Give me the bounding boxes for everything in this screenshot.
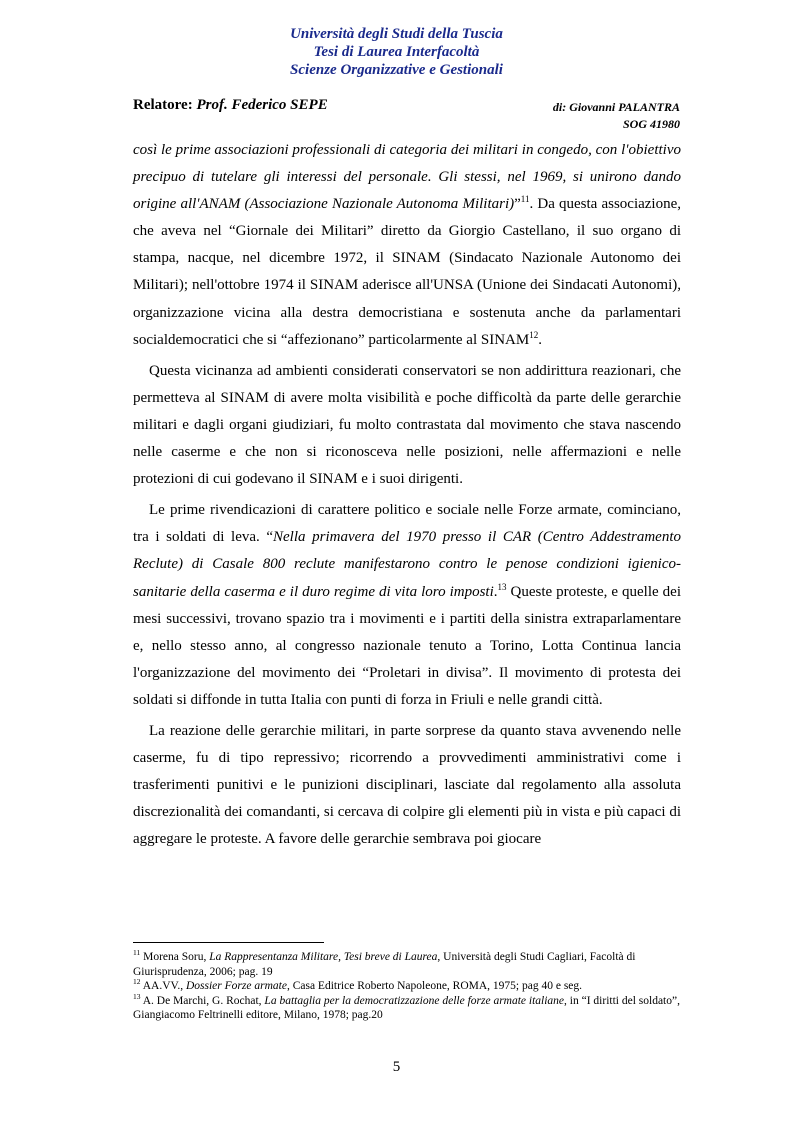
footnote-13 xyxy=(133,991,681,1023)
quote-close: ” xyxy=(514,196,521,213)
footnote-ref-12: 12 xyxy=(529,329,539,340)
footnotes xyxy=(133,950,681,1023)
header-thesis: Tesi di Laurea Interfacoltà xyxy=(313,44,480,60)
author-name: di: Giovanni PALANTRA xyxy=(552,100,680,114)
paragraph-1-end: . xyxy=(538,331,542,348)
supervisor-name: Prof. Federico SEPE xyxy=(196,97,328,113)
footnote-number: 12 xyxy=(133,977,141,987)
quote-car: Nella primavera del 1970 presso il CAR (Centro Addestramento Reclute) di Casale 800 reclute manifestarono contro le penose condizioni igienico-sanitarie della caserma e il duro regime di vita loro imposti xyxy=(133,529,682,600)
footnote-11 xyxy=(133,950,681,979)
footnote-text: , Casa Editrice Roberto Napoleone, ROMA, 1975; pag 40 e seg. xyxy=(286,980,583,992)
footnote-12 xyxy=(133,979,681,994)
footnote-number: 13 xyxy=(133,991,141,1001)
student-code: SOG 41980 xyxy=(622,117,680,131)
supervisor-label: Relatore: xyxy=(133,97,193,113)
page-number: 5 xyxy=(392,1059,401,1075)
paragraph-1-text: . Da questa associazione, che aveva nel “Giornale dei Militari” diretto da Giorgio Castellano, il suo organo di stampa, nacque, nel dicembre 1972, il SINAM (Sindacato Nazionale Autonomo dei Militari); nell'ottobre 1974 il SINAM aderisce all'UNSA (Unione dei Sindacati Autonomi), organizzazione vicina alla destra democristiana e sostenuta anche da parlamentari socialdemocratici che si “affezionano” particolarmente al SINAM xyxy=(133,196,681,348)
paragraph-4: La reazione delle gerarchie militari, in parte sorprese da quanto stava avvenendo nelle caserme, fu di tipo repressivo; ricorrendo a provvedimenti amministrativi come i trasferimenti punitivi e le punizioni disciplinari, lasciate dal regolamento alla assoluta discrezionalità dei comandanti, si cercava di colpire gli elementi più in vista e più capaci di aggregare le proteste. A favore delle gerarchie sembrava poi giocare xyxy=(133,722,681,848)
footnote-text: Morena Soru, xyxy=(140,951,210,963)
footnote-separator xyxy=(133,942,324,943)
footnote-text: , in “I diritti del soldato”, Giangiacomo Feltrinelli editore, Milano, 1978; pag.20 xyxy=(133,994,680,1021)
paragraph-3 xyxy=(133,497,681,714)
header-course: Scienze Organizzative e Gestionali xyxy=(290,62,503,78)
paragraph-3-text: Queste proteste, e quelle dei mesi successivi, trovano spazio tra i movimenti e i partiti della sinistra extraparlamentare e, nello stesso anno, al congresso nazionale tenuto a Torino, Lotta Continua lancia l'organizzazione del movimento dei “Proletari in divisa”. Il movimento di protesta dei soldati si diffonde in tutta Italia con punti di forza in Friuli e nelle grandi città. xyxy=(133,583,681,708)
footnote-ref-13: 13 xyxy=(497,581,507,592)
page-body xyxy=(133,137,681,853)
quote-anam: così le prime associazioni professionali di categoria dei militari in congedo, con l'obiettivo precipuo di tutelare gli interessi del personale. Gli stessi, nel 1969, si unirono dando origine all'ANAM (Associazione Nazionale Autonoma Militari) xyxy=(133,142,681,213)
header-university: Università degli Studi della Tuscia xyxy=(290,26,503,42)
paragraph-1 xyxy=(133,137,681,354)
footnote-text: , Università degli Studi Cagliari, Facoltà di Giurisprudenza, 2006; pag. 19 xyxy=(133,951,636,978)
quote-car-end: . xyxy=(493,583,498,600)
footnote-ref-11: 11 xyxy=(520,194,530,205)
footnote-title: La Rappresentanza Militare, Tesi breve di Laurea xyxy=(209,951,438,963)
author-block xyxy=(520,99,680,133)
footnote-number: 11 xyxy=(133,948,141,958)
footnote-title: Dossier Forze armate xyxy=(185,980,287,992)
footnote-title: La battaglia per la democratizzazione delle forze armate italiane xyxy=(264,994,565,1007)
footnote-text: AA.VV., xyxy=(140,980,186,992)
paragraph-2: Questa vicinanza ad ambienti considerati conservatori se non addirittura reazionari, che permetteva al SINAM di avere molta visibilità e poche difficoltà da parte delle gerarchie militari e dagli organi giudiziari, fu molto contrastata dal movimento che stava nascendo nelle caserme e che non si riconosceva nelle posizioni, nelle affermazioni e nelle protezioni di cui godevano il SINAM e i suoi dirigenti. xyxy=(133,362,681,488)
footnote-text: A. De Marchi, G. Rochat, xyxy=(140,994,265,1007)
paragraph-3-start: Le prime rivendicazioni di carattere politico e sociale nelle Forze armate, cominciano, tra i soldati di leva. “ xyxy=(133,502,681,546)
supervisor xyxy=(133,97,328,114)
